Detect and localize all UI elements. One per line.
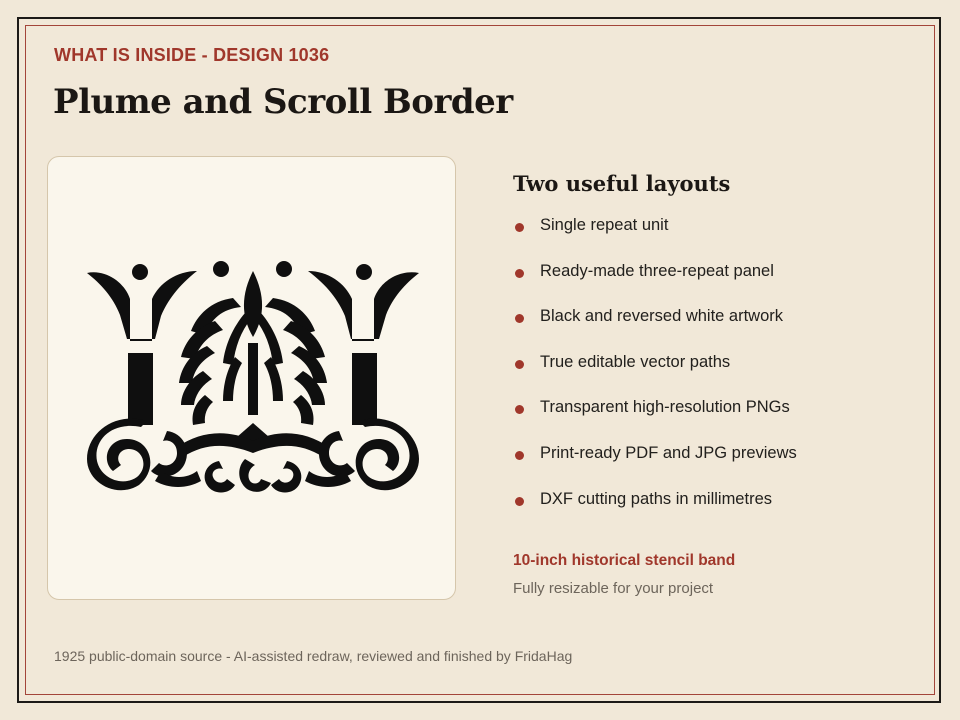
feature-item xyxy=(513,353,797,399)
feature-label: Single repeat unit xyxy=(540,216,669,234)
bullet-dot-icon xyxy=(515,269,524,278)
size-note: 10-inch historical stencil band xyxy=(513,552,736,569)
bullet-dot-icon xyxy=(515,360,524,369)
bullet-dot-icon xyxy=(515,314,524,323)
feature-label: True editable vector paths xyxy=(540,352,731,371)
footer-credit: 1925 public-domain source - AI-assisted redraw, reviewed and finished by FridaHag xyxy=(54,648,573,664)
feature-label: Print-ready PDF and JPG previews xyxy=(540,443,797,462)
feature-list xyxy=(513,216,797,535)
feature-label: Transparent high-resolution PNGs xyxy=(540,398,790,417)
resize-note: Fully resizable for your project xyxy=(513,580,714,597)
bullet-dot-icon xyxy=(515,451,524,460)
feature-item xyxy=(513,490,797,536)
plume-and-scroll-stencil-icon xyxy=(48,157,457,601)
feature-item xyxy=(513,444,797,490)
feature-item xyxy=(513,307,797,353)
feature-label: DXF cutting paths in millimetres xyxy=(540,489,772,508)
feature-item xyxy=(513,398,797,444)
feature-label: Black and reversed white artwork xyxy=(540,307,784,326)
artwork-card xyxy=(47,156,456,600)
feature-label: Ready-made three-repeat panel xyxy=(540,261,774,280)
bullet-dot-icon xyxy=(515,497,524,506)
bullet-dot-icon xyxy=(515,405,524,414)
layouts-heading: Two useful layouts xyxy=(513,171,731,196)
design-eyebrow: WHAT IS INSIDE - DESIGN 1036 xyxy=(54,45,330,65)
page-title: Plume and Scroll Border xyxy=(53,82,513,122)
feature-item xyxy=(513,262,797,308)
bullet-dot-icon xyxy=(515,223,524,232)
feature-item xyxy=(513,216,797,262)
